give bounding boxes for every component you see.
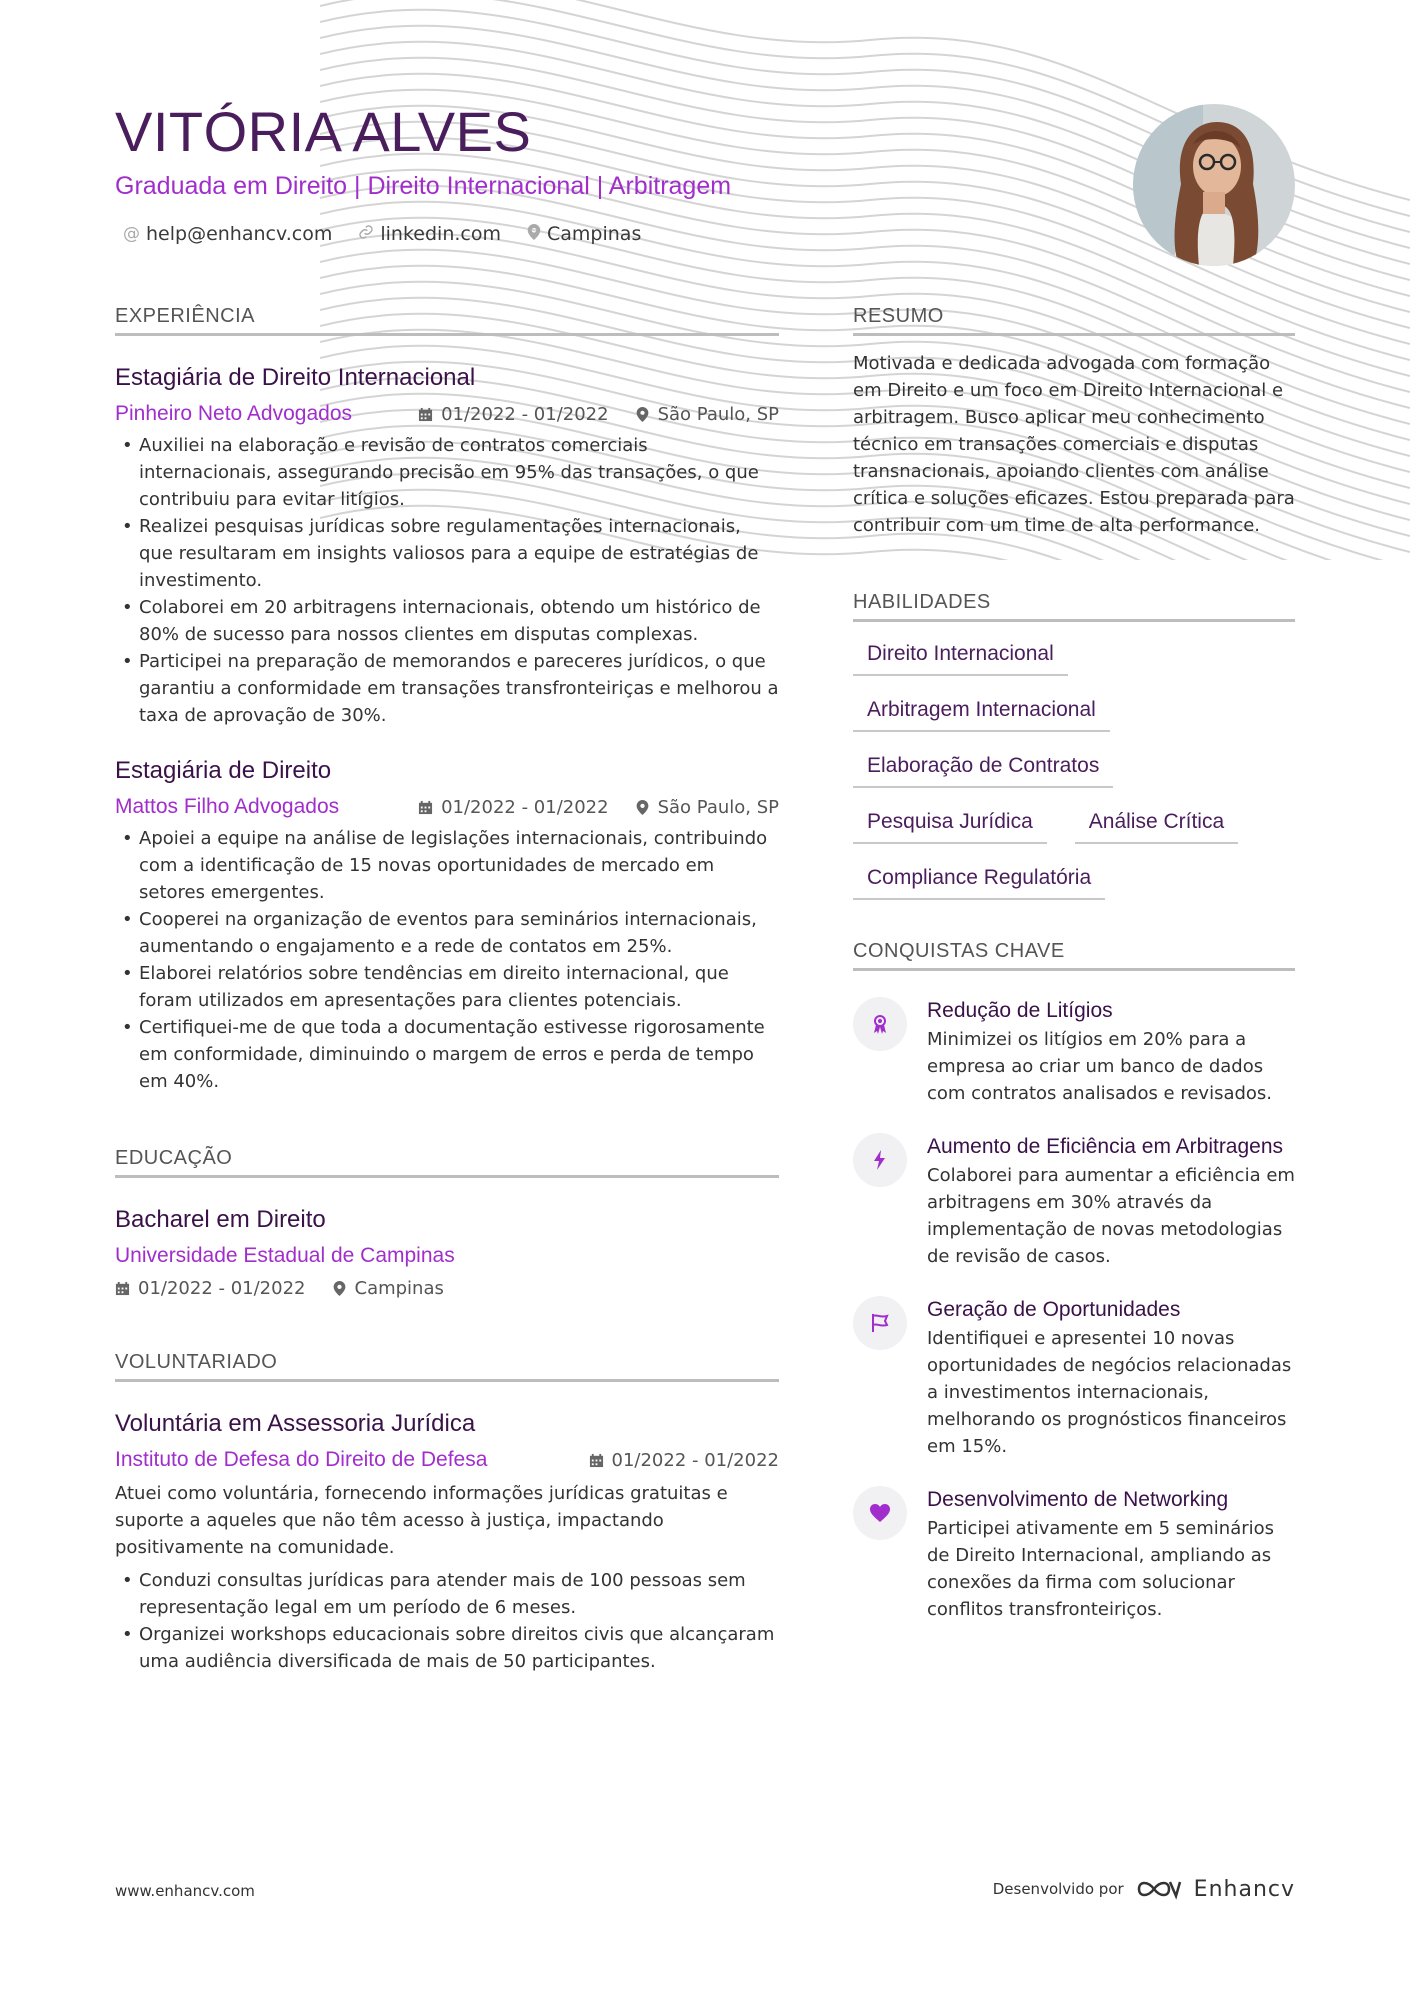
dates-text: 01/2022 - 01/2022 — [138, 1278, 306, 1299]
lightning-icon — [853, 1133, 907, 1187]
skill-tag: Arbitragem Internacional — [853, 698, 1110, 732]
skill-tag: Elaboração de Contratos — [853, 754, 1113, 788]
location-text: São Paulo, SP — [657, 796, 779, 818]
bullet: • Colaborei em 20 arbitragens internacionais, obtendo um histórico de 80% de sucesso para nossos clientes em disputas complexas. — [115, 594, 779, 648]
volunteer-bullets — [115, 1567, 779, 1675]
brand-name: Enhancv — [1193, 1876, 1295, 1902]
at-icon: @ — [123, 224, 140, 244]
achievement-description: Minimizei os litígios em 20% para a empresa ao criar um banco de dados com contratos analisados e revisados. — [927, 1029, 1273, 1104]
location-pin-icon — [332, 1281, 347, 1296]
footer-website[interactable]: www.enhancv.com — [115, 1882, 255, 1900]
flag-icon — [853, 1296, 907, 1350]
achievement-description: Participei ativamente em 5 seminários de Direito Internacional, ampliando as conexões da firma com solucionar conflitos transfronteiriços. — [927, 1518, 1275, 1620]
left-column — [115, 305, 779, 1675]
volunteer-title: Voluntária em Assessoria Jurídica — [115, 1410, 476, 1437]
job-location — [635, 404, 779, 425]
volunteer-heading: VOLUNTARIADO — [115, 1351, 779, 1382]
summary-heading: RESUMO — [853, 305, 1295, 336]
candidate-subtitle: Graduada em Direito | Direito Internacional | Arbitragem — [115, 172, 732, 200]
footer-branding — [993, 1876, 1295, 1902]
right-column — [853, 305, 1295, 1623]
experience-heading: EXPERIÊNCIA — [115, 305, 779, 336]
contact-location — [527, 223, 641, 245]
email-text: help@enhancv.com — [146, 223, 333, 245]
volunteer-item — [115, 1410, 779, 1675]
volunteer-section — [115, 1351, 779, 1675]
experience-item — [115, 757, 779, 1095]
bullet: • Apoiei a equipe na análise de legislações internacionais, contribuindo com a identificação de 15 novas oportunidades de mercado em setores emergentes. — [115, 825, 779, 906]
skill-tag: Compliance Regulatória — [853, 866, 1105, 900]
job-dates — [418, 404, 609, 425]
job-bullets — [115, 432, 779, 729]
link-icon — [358, 224, 374, 245]
location-text: Campinas — [354, 1278, 444, 1299]
location-pin-icon — [527, 224, 541, 245]
achievement-title: Redução de Litígios — [927, 999, 1113, 1022]
contact-email[interactable] — [123, 223, 332, 245]
company-name: Mattos Filho Advogados — [115, 795, 340, 818]
achievement-item — [853, 997, 1295, 1107]
experience-section — [115, 305, 779, 1095]
organization-name: Instituto de Defesa do Direito de Defesa — [115, 1448, 488, 1471]
job-location — [635, 797, 779, 818]
candidate-name: VITÓRIA ALVES — [115, 100, 532, 163]
contact-linkedin[interactable] — [358, 223, 501, 245]
enhancv-logo-icon — [1136, 1876, 1182, 1902]
bullet: • Organizei workshops educacionais sobre direitos civis que alcançaram uma audiência diversificada de mais de 50 participantes. — [115, 1621, 779, 1675]
achievement-item — [853, 1486, 1295, 1623]
education-heading: EDUCAÇÃO — [115, 1147, 779, 1178]
skill-tag: Pesquisa Jurídica — [853, 810, 1047, 844]
location-text: Campinas — [547, 223, 642, 245]
calendar-icon — [418, 800, 433, 815]
skill-tag: Direito Internacional — [853, 642, 1068, 676]
award-icon — [853, 997, 907, 1051]
profile-photo — [1133, 104, 1295, 266]
job-bullets — [115, 825, 779, 1095]
achievement-title: Desenvolvimento de Networking — [927, 1488, 1229, 1511]
education-section — [115, 1147, 779, 1299]
heart-icon — [853, 1486, 907, 1540]
school-name: Universidade Estadual de Campinas — [115, 1244, 455, 1267]
job-dates — [418, 797, 609, 818]
header — [115, 100, 875, 245]
experience-item — [115, 364, 779, 729]
achievement-title: Geração de Oportunidades — [927, 1298, 1181, 1321]
summary-section — [853, 305, 1295, 539]
skill-tag: Análise Crítica — [1075, 810, 1238, 844]
achievement-description: Colaborei para aumentar a eficiência em arbitragens em 30% através da implementação de novas metodologias de revisão de casos. — [927, 1165, 1295, 1267]
achievement-title: Aumento de Eficiência em Arbitragens — [927, 1135, 1284, 1158]
company-name: Pinheiro Neto Advogados — [115, 402, 352, 425]
education-location — [332, 1278, 444, 1299]
achievements-heading: CONQUISTAS CHAVE — [853, 940, 1295, 971]
job-title: Estagiária de Direito — [115, 757, 332, 784]
degree-title: Bacharel em Direito — [115, 1206, 326, 1233]
skills-heading: HABILIDADES — [853, 591, 1295, 622]
calendar-icon — [115, 1281, 130, 1296]
calendar-icon — [589, 1453, 604, 1468]
location-pin-icon — [635, 407, 650, 422]
summary-text: Motivada e dedicada advogada com formação em Direito e um foco em Direito Internacional e arbitragem. Busco aplicar meu conhecimento técnico em transações comerciais e disputas transnacionais, apoiando clientes com análise crítica e soluções eficazes. Estou preparada para contribuir com um time de alta performance. — [853, 353, 1295, 536]
education-item — [115, 1206, 779, 1299]
achievement-description: Identifiquei e apresentei 10 novas oportunidades de negócios relacionadas a investimentos internacionais, melhorando os prognósticos financeiros em 15%. — [927, 1328, 1292, 1457]
job-title: Estagiária de Direito Internacional — [115, 364, 476, 391]
dates-text: 01/2022 - 01/2022 — [441, 796, 609, 818]
dates-text: 01/2022 - 01/2022 — [441, 403, 609, 425]
contact-list — [115, 223, 875, 245]
linkedin-text: linkedin.com — [380, 223, 501, 245]
dates-text: 01/2022 - 01/2022 — [611, 1449, 779, 1471]
achievements-section — [853, 940, 1295, 1623]
bullet: • Auxiliei na elaboração e revisão de contratos comerciais internacionais, assegurando precisão em 95% das transações, o que contribuiu para evitar litígios. — [115, 432, 779, 513]
volunteer-dates — [589, 1450, 780, 1471]
bullet: • Certifiquei-me de que toda a documentação estivesse rigorosamente em conformidade, diminuindo o margem de erros e perda de tempo em 40%. — [115, 1014, 779, 1095]
bullet: • Elaborei relatórios sobre tendências em direito internacional, que foram utilizados em apresentações para clientes potenciais. — [115, 960, 779, 1014]
powered-by-text: Desenvolvido por — [992, 1880, 1124, 1898]
bullet: • Realizei pesquisas jurídicas sobre regulamentações internacionais, que resultaram em insights valiosos para a equipe de estratégias de investimento. — [115, 513, 779, 594]
location-text: São Paulo, SP — [657, 403, 779, 425]
calendar-icon — [418, 407, 433, 422]
achievement-item — [853, 1296, 1295, 1460]
bullet: • Participei na preparação de memorandos e pareceres jurídicos, o que garantiu a conformidade em transações transfronteiriças e melhorou a taxa de aprovação de 30%. — [115, 648, 779, 729]
volunteer-description: Atuei como voluntária, fornecendo informações jurídicas gratuitas e suporte a aqueles que não têm acesso à justiça, impactando positivamente na comunidade. — [115, 1483, 728, 1558]
achievement-item — [853, 1133, 1295, 1270]
bullet: • Cooperei na organização de eventos para seminários internacionais, aumentando o engajamento e a rede de contatos em 25%. — [115, 906, 779, 960]
location-pin-icon — [635, 800, 650, 815]
skills-section — [853, 591, 1295, 900]
education-dates — [115, 1278, 306, 1299]
bullet: • Conduzi consultas jurídicas para atender mais de 100 pessoas sem representação legal em um período de 6 meses. — [115, 1567, 779, 1621]
